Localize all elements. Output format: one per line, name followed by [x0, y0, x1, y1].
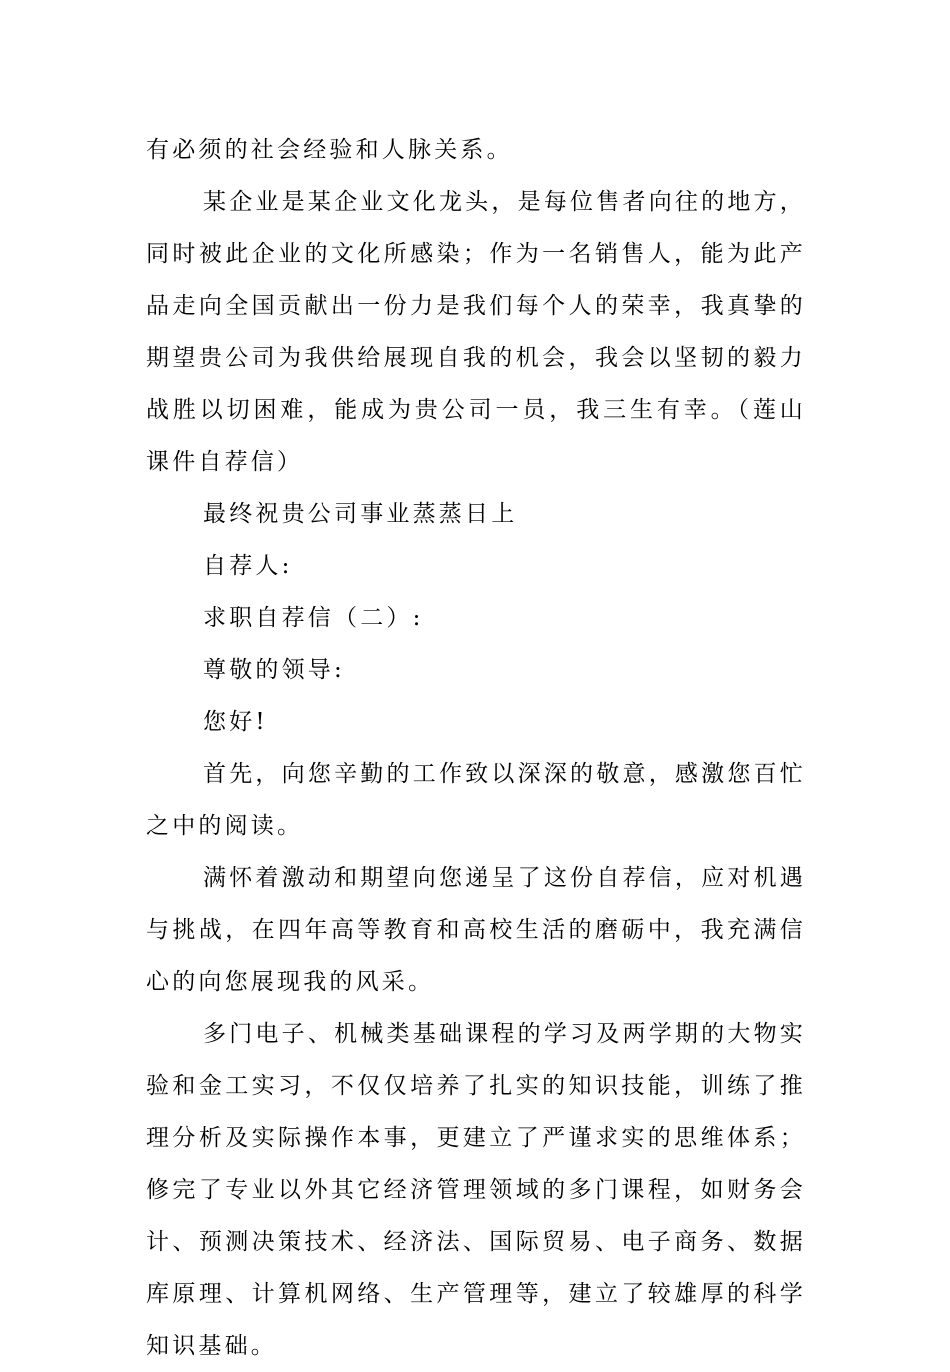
- paragraph-signature: 自荐人:: [203, 553, 293, 579]
- section-heading: 求职自荐信（二）:: [203, 605, 424, 631]
- salutation: 尊敬的领导:: [203, 657, 345, 683]
- document-body: [146, 124, 806, 1372]
- greeting: 您好!: [203, 709, 268, 735]
- paragraph-company-intro: 某企业是某企业文化龙头，是每位售者向往的地方，同时被此企业的文化所感染；作为一名销售人，能为此产品走向全国贡献出一份力是我们每个人的荣幸，我真挚的期望贵公司为我供给展现自我的机会，我会以坚韧的毅力战胜以切困难，能成为贵公司一员，我三生有幸。（莲山课件自荐信）: [146, 189, 806, 475]
- paragraph-closing-wish: 最终祝贵公司事业蒸蒸日上: [203, 501, 518, 527]
- paragraph-thanks: 首先，向您辛勤的工作致以深深的敬意，感激您百忙之中的阅读。: [146, 761, 806, 839]
- paragraph-coursework: 多门电子、机械类基础课程的学习及两学期的大物实验和金工实习，不仅仅培养了扎实的知识技能，训练了推理分析及实际操作本事，更建立了严谨求实的思维体系；修完了专业以外其它经济管理领域的多门课程，如财务会计、预测决策技术、经济法、国际贸易、电子商务、数据库原理、计算机网络、生产管理等，建立了较雄厚的科学知识基础。: [146, 1021, 806, 1359]
- paragraph-introduction: 满怀着激动和期望向您递呈了这份自荐信，应对机遇与挑战，在四年高等教育和高校生活的磨砺中，我充满信心的向您展现我的风采。: [146, 865, 806, 995]
- paragraph-continuation: 有必须的社会经验和人脉关系。: [146, 137, 513, 163]
